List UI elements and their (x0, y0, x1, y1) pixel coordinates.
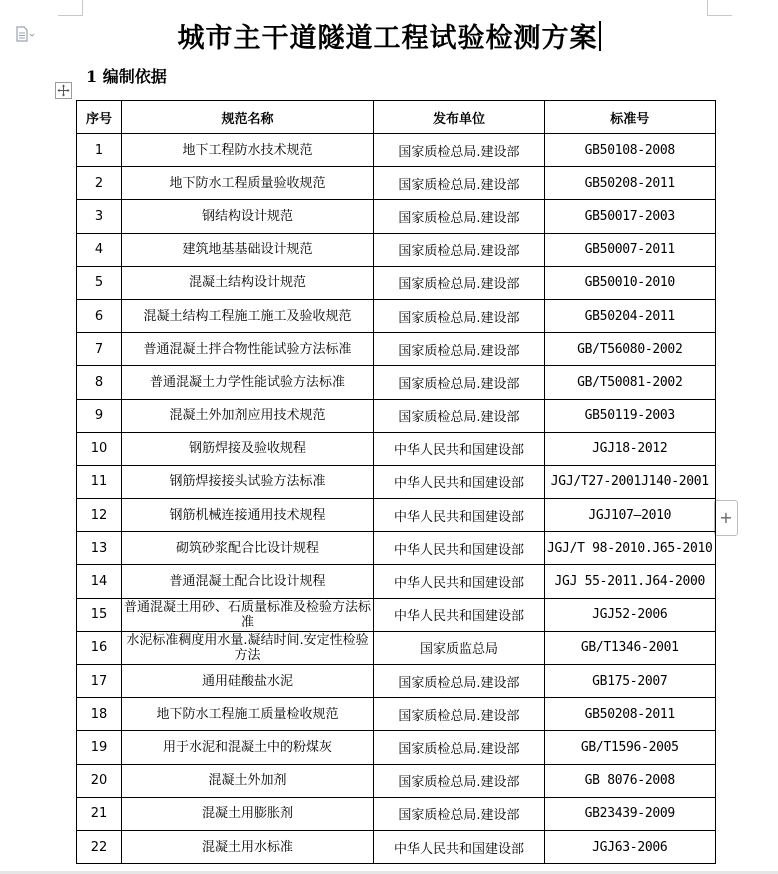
row-number-cell[interactable]: 19 (77, 731, 122, 764)
page-corner-top-right (707, 0, 732, 16)
row-number-cell[interactable]: 3 (77, 200, 122, 233)
standard-name-cell[interactable]: 钢结构设计规范 (122, 200, 374, 233)
table-row (77, 764, 716, 797)
add-row-button[interactable]: + (714, 500, 738, 536)
publisher-cell[interactable]: 国家质检总局.建设部 (374, 134, 545, 167)
standard-code-cell[interactable]: GB50007-2011 (545, 233, 716, 266)
table-header-row (77, 101, 716, 134)
table-row (77, 233, 716, 266)
publisher-cell[interactable]: 中华人民共和国建设部 (374, 432, 545, 465)
publisher-cell[interactable]: 国家质检总局.建设部 (374, 266, 545, 299)
standard-name-cell[interactable]: 地下防水工程施工质量检收规范 (122, 698, 374, 731)
row-number-cell[interactable]: 15 (77, 598, 122, 631)
table-row (77, 797, 716, 830)
row-number-cell[interactable]: 12 (77, 499, 122, 532)
table-row (77, 698, 716, 731)
standard-code-cell[interactable]: JGJ/T 98-2010.J65-2010 (545, 532, 716, 565)
row-number-cell[interactable]: 9 (77, 399, 122, 432)
standard-name-cell[interactable]: 钢筋焊接及验收规程 (122, 432, 374, 465)
row-number-cell[interactable]: 2 (77, 167, 122, 200)
standard-name-cell[interactable]: 钢筋焊接接头试验方法标准 (122, 465, 374, 498)
row-number-cell[interactable]: 17 (77, 665, 122, 698)
standard-code-cell[interactable]: JGJ107—2010 (545, 499, 716, 532)
publisher-cell[interactable]: 国家质检总局.建设部 (374, 665, 545, 698)
standard-name-cell[interactable]: 用于水泥和混凝土中的粉煤灰 (122, 731, 374, 764)
table-row (77, 134, 716, 167)
standard-code-cell[interactable]: GB/T56080-2002 (545, 333, 716, 366)
row-number-cell[interactable]: 18 (77, 698, 122, 731)
row-number-cell[interactable]: 22 (77, 830, 122, 863)
table-row (77, 731, 716, 764)
publisher-cell[interactable]: 国家质检总局.建设部 (374, 200, 545, 233)
table-row (77, 266, 716, 299)
publisher-cell[interactable]: 中华人民共和国建设部 (374, 532, 545, 565)
standard-code-cell[interactable]: JGJ 55-2011.J64-2000 (545, 565, 716, 598)
standard-name-cell[interactable]: 建筑地基基础设计规范 (122, 233, 374, 266)
standard-code-cell[interactable]: GB50017-2003 (545, 200, 716, 233)
standard-code-cell[interactable]: GB/T50081-2002 (545, 366, 716, 399)
publisher-cell[interactable]: 国家质检总局.建设部 (374, 366, 545, 399)
header-code: 标准号 (545, 101, 716, 134)
standard-code-cell[interactable]: GB50010-2010 (545, 266, 716, 299)
publisher-cell[interactable]: 中华人民共和国建设部 (374, 565, 545, 598)
table-row (77, 830, 716, 863)
standard-name-cell[interactable]: 混凝土用水标准 (122, 830, 374, 863)
standard-code-cell[interactable]: JGJ18-2012 (545, 432, 716, 465)
header-no: 序号 (77, 101, 122, 134)
table-row (77, 399, 716, 432)
standard-code-cell[interactable]: GB 8076-2008 (545, 764, 716, 797)
standard-code-cell[interactable]: GB/T1346-2001 (545, 631, 716, 664)
standard-name-cell[interactable]: 普通混凝土拌合物性能试验方法标准 (122, 333, 374, 366)
publisher-cell[interactable]: 国家质检总局.建设部 (374, 731, 545, 764)
publisher-cell[interactable]: 中华人民共和国建设部 (374, 465, 545, 498)
table-row (77, 333, 716, 366)
table-row (77, 532, 716, 565)
standard-name-cell[interactable]: 钢筋机械连接通用技术规程 (122, 499, 374, 532)
row-number-cell[interactable]: 21 (77, 797, 122, 830)
publisher-cell[interactable]: 国家质检总局.建设部 (374, 167, 545, 200)
publisher-cell[interactable]: 国家质检总局.建设部 (374, 399, 545, 432)
standard-code-cell[interactable]: GB50108-2008 (545, 134, 716, 167)
standard-name-cell[interactable]: 砌筑砂浆配合比设计规程 (122, 532, 374, 565)
table-row (77, 598, 716, 631)
standard-name-cell[interactable]: 地下工程防水技术规范 (122, 134, 374, 167)
standard-code-cell[interactable]: GB23439-2009 (545, 797, 716, 830)
publisher-cell[interactable]: 国家质检总局.建设部 (374, 797, 545, 830)
table-row (77, 366, 716, 399)
publisher-cell[interactable]: 国家质检总局.建设部 (374, 764, 545, 797)
header-org: 发布单位 (374, 101, 545, 134)
publisher-cell[interactable]: 中华人民共和国建设部 (374, 598, 545, 631)
standard-name-cell[interactable]: 混凝土外加剂应用技术规范 (122, 399, 374, 432)
table-row (77, 565, 716, 598)
publisher-cell[interactable]: 中华人民共和国建设部 (374, 499, 545, 532)
standard-code-cell[interactable]: JGJ/T27-2001J140-2001 (545, 465, 716, 498)
move-arrows-icon (57, 84, 70, 97)
table-row (77, 631, 716, 664)
standard-name-cell[interactable]: 混凝土结构设计规范 (122, 266, 374, 299)
table-row (77, 432, 716, 465)
row-number-cell[interactable]: 20 (77, 764, 122, 797)
row-number-cell[interactable]: 13 (77, 532, 122, 565)
row-number-cell[interactable]: 7 (77, 333, 122, 366)
standard-name-cell[interactable]: 普通混凝土力学性能试验方法标准 (122, 366, 374, 399)
row-number-cell[interactable]: 1 (77, 134, 122, 167)
row-number-cell[interactable]: 5 (77, 266, 122, 299)
standard-name-cell[interactable]: 混凝土用膨胀剂 (122, 797, 374, 830)
table-row (77, 499, 716, 532)
publisher-cell[interactable]: 国家质检总局.建设部 (374, 698, 545, 731)
publisher-cell[interactable]: 中华人民共和国建设部 (374, 830, 545, 863)
standard-code-cell[interactable]: GB50204-2011 (545, 299, 716, 332)
standard-name-cell[interactable]: 混凝土外加剂 (122, 764, 374, 797)
standard-code-cell[interactable]: GB175-2007 (545, 665, 716, 698)
table-row (77, 665, 716, 698)
section-heading: 1 编制依据 (86, 67, 167, 86)
table-move-handle[interactable] (55, 82, 72, 99)
row-number-cell[interactable]: 8 (77, 366, 122, 399)
publisher-cell[interactable]: 国家质检总局.建设部 (374, 333, 545, 366)
standard-code-cell[interactable]: GB50208-2011 (545, 167, 716, 200)
page-corner-top-left (58, 0, 83, 16)
standard-code-cell[interactable]: GB50119-2003 (545, 399, 716, 432)
standard-code-cell[interactable]: JGJ63-2006 (545, 830, 716, 863)
standard-code-cell[interactable]: GB50208-2011 (545, 698, 716, 731)
standard-name-cell[interactable]: 水泥标准稠度用水量.凝结时间.安定性检验方法 (122, 631, 374, 664)
standard-name-cell[interactable]: 普通混凝土用砂、石质量标准及检验方法标准 (122, 598, 374, 631)
row-number-cell[interactable]: 10 (77, 432, 122, 465)
standard-name-cell[interactable]: 普通混凝土配合比设计规程 (122, 565, 374, 598)
publisher-cell[interactable]: 国家质监总局 (374, 631, 545, 664)
text-cursor (599, 21, 601, 51)
row-number-cell[interactable]: 16 (77, 631, 122, 664)
standard-code-cell[interactable]: GB/T1596-2005 (545, 731, 716, 764)
document-title[interactable] (0, 16, 778, 55)
table-row (77, 465, 716, 498)
row-number-cell[interactable]: 11 (77, 465, 122, 498)
standards-table (76, 100, 716, 864)
standard-name-cell[interactable]: 通用硅酸盐水泥 (122, 665, 374, 698)
row-number-cell[interactable]: 4 (77, 233, 122, 266)
document-title-text: 城市主干道隧道工程试验检测方案 (177, 23, 598, 54)
standard-name-cell[interactable]: 地下防水工程质量验收规范 (122, 167, 374, 200)
table-row (77, 299, 716, 332)
row-number-cell[interactable]: 14 (77, 565, 122, 598)
publisher-cell[interactable]: 国家质检总局.建设部 (374, 299, 545, 332)
standard-code-cell[interactable]: JGJ52-2006 (545, 598, 716, 631)
table-row (77, 167, 716, 200)
publisher-cell[interactable]: 国家质检总局.建设部 (374, 233, 545, 266)
row-number-cell[interactable]: 6 (77, 299, 122, 332)
table-row (77, 200, 716, 233)
header-name: 规范名称 (122, 101, 374, 134)
standard-name-cell[interactable]: 混凝土结构工程施工施工及验收规范 (122, 299, 374, 332)
